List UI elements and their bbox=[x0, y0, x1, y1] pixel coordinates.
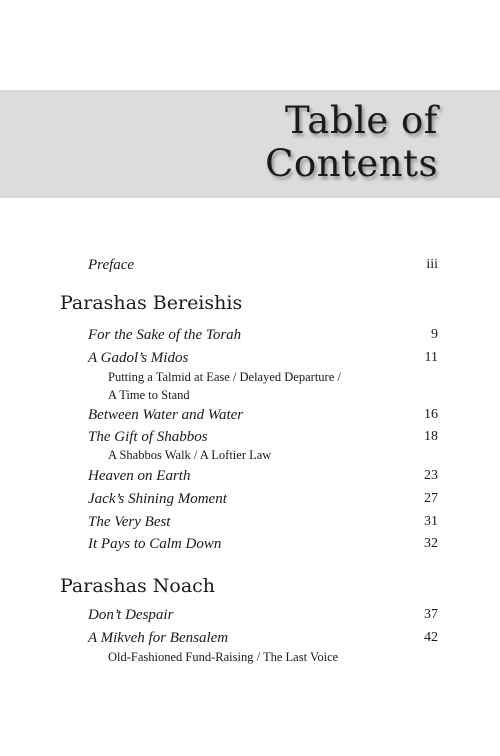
toc-entry[interactable] bbox=[88, 467, 438, 485]
toc-entry-title: A Gadol’s Midos bbox=[88, 350, 189, 366]
toc-entry[interactable] bbox=[88, 535, 438, 553]
toc-entry-title: Preface bbox=[88, 257, 135, 273]
toc-entry[interactable] bbox=[88, 428, 438, 446]
section-heading-bereishis: Parashas Bereishis bbox=[60, 292, 243, 314]
toc-entry-page: 18 bbox=[424, 429, 438, 444]
section-heading-noach: Parashas Noach bbox=[60, 575, 216, 597]
toc-subentry-line: Old-Fashioned Fund-Raising / The Last Voice bbox=[108, 650, 339, 664]
toc-entry-title: A Mikveh for Bensalem bbox=[88, 630, 229, 646]
toc-entry-page: 27 bbox=[424, 491, 438, 506]
toc-entry-title: For the Sake of the Torah bbox=[88, 327, 242, 343]
toc-entry-title: The Gift of Shabbos bbox=[88, 429, 208, 445]
toc-entry-page: 32 bbox=[424, 536, 438, 551]
toc-entry-page: 11 bbox=[424, 350, 438, 365]
toc-entry-page: 37 bbox=[424, 607, 438, 622]
toc-entry[interactable] bbox=[88, 326, 438, 344]
toc-entry-title: Jack’s Shining Moment bbox=[88, 491, 227, 507]
toc-entry[interactable] bbox=[88, 606, 438, 624]
toc-entry[interactable] bbox=[88, 490, 438, 508]
toc-subentries bbox=[108, 648, 408, 666]
toc-subentry-line: Putting a Talmid at Ease / Delayed Departure / bbox=[108, 370, 341, 384]
page-title-line-2: Contents bbox=[265, 142, 438, 185]
toc-entry-title: Heaven on Earth bbox=[88, 468, 191, 484]
toc-entry-page: 31 bbox=[424, 514, 438, 529]
toc-subentries bbox=[108, 446, 408, 464]
toc-entry[interactable] bbox=[88, 349, 438, 367]
toc-entry-title: It Pays to Calm Down bbox=[88, 536, 222, 552]
toc-entry[interactable] bbox=[88, 629, 438, 647]
toc-entry-page: 9 bbox=[431, 327, 438, 342]
toc-entry-page: 16 bbox=[424, 407, 438, 422]
page-title-line-1: Table of bbox=[284, 99, 438, 142]
toc-subentry-line: A Time to Stand bbox=[108, 388, 190, 402]
toc-entry-title: Don’t Despair bbox=[88, 607, 174, 623]
toc-entry-title: Between Water and Water bbox=[88, 407, 244, 423]
toc-entry[interactable] bbox=[88, 406, 438, 424]
toc-entry-page: 42 bbox=[424, 630, 438, 645]
toc-subentry-line: A Shabbos Walk / A Loftier Law bbox=[108, 448, 272, 462]
toc-subentries bbox=[108, 368, 408, 404]
toc-entry-preface[interactable] bbox=[88, 256, 438, 274]
toc-entry-title: The Very Best bbox=[88, 514, 171, 530]
toc-entry-page: iii bbox=[426, 257, 438, 272]
toc-entry-page: 23 bbox=[424, 468, 438, 483]
toc-entry[interactable] bbox=[88, 513, 438, 531]
